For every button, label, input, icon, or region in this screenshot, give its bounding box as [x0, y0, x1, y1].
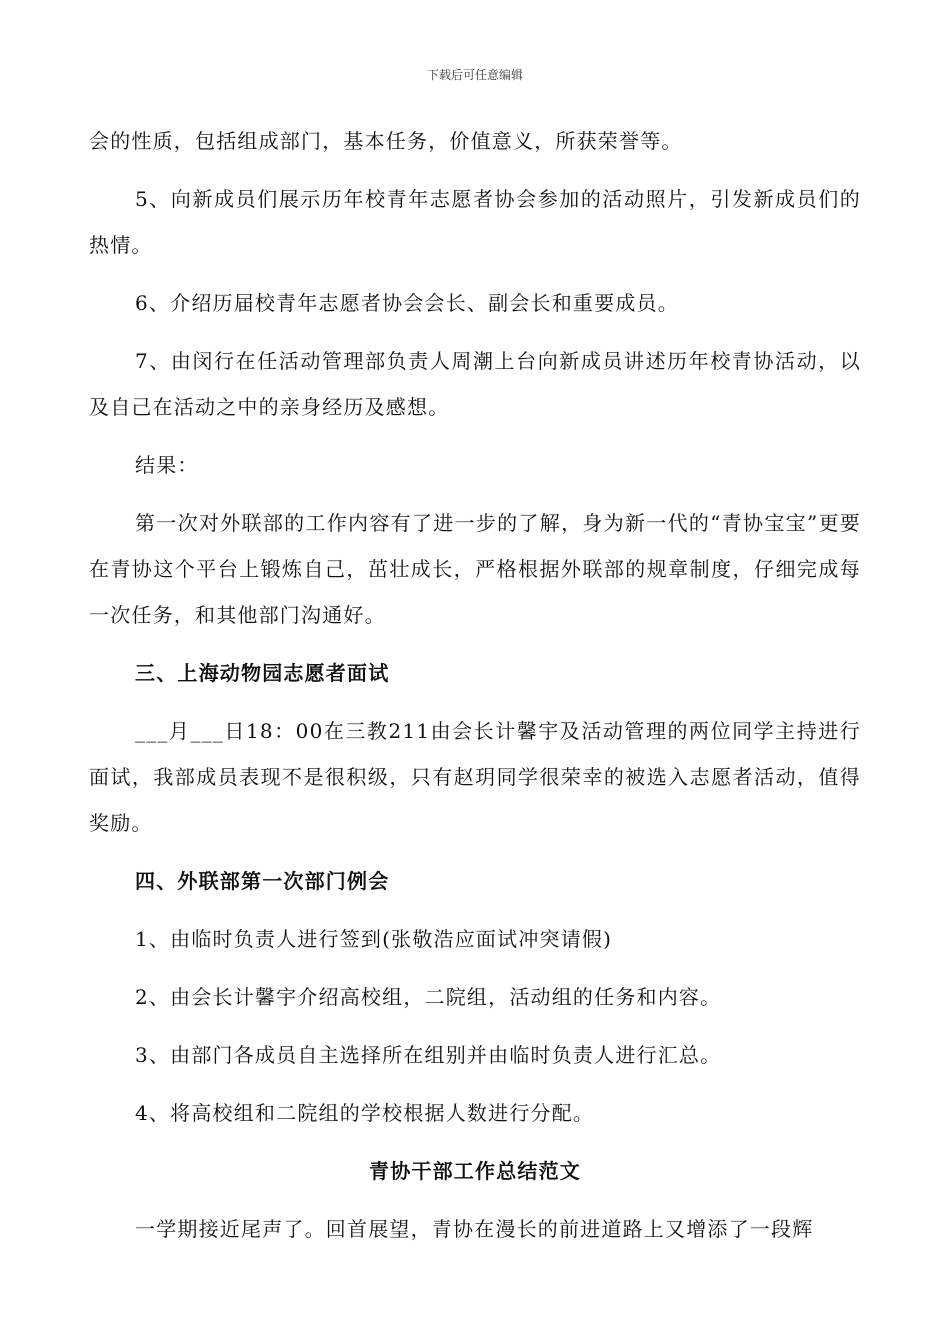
paragraph-meeting-item-1: 1、由临时负责人进行签到(张敬浩应面试冲突请假)	[135, 927, 613, 951]
document-body	[89, 118, 861, 1252]
paragraph-1: 会的性质，包括组成部门，基本任务，价值意义，所获荣誉等。	[89, 129, 683, 153]
paragraph-item-7: 7、由闵行在任活动管理部负责人周潮上台向新成员讲述历年校青协活动，以及自己在活动之中的亲身经历及感想。	[89, 349, 861, 419]
section-heading-4: 四、外联部第一次部门例会	[135, 869, 390, 893]
paragraph-result-text: 第一次对外联部的工作内容有了进一步的了解，身为新一代的“青协宝宝”更要在青协这个平台上锻炼自己，茁壮成长，严格根据外联部的规章制度，仔细完成每一次任务，和其他部门沟通好。	[89, 511, 861, 627]
paragraph-item-6: 6、介绍历届校青年志愿者协会会长、副会长和重要成员。	[135, 291, 679, 315]
paragraph-interview: ___月___日18：00在三教211由会长计馨宇及活动管理的两位同学主持进行面试，我部成员表现不是很积级，只有赵玥同学很荣幸的被选入志愿者活动，值得奖励。	[89, 719, 861, 835]
document-title: 青协干部工作总结范文	[369, 1159, 581, 1183]
page-header-note: 下载后可任意编辑	[426, 68, 523, 82]
paragraph-result-label: 结果：	[135, 453, 199, 477]
paragraph-summary-intro: 一学期接近尾声了。回首展望，青协在漫长的前进道路上又增添了一段辉	[135, 1217, 814, 1241]
section-heading-3: 三、上海动物园志愿者面试	[135, 661, 390, 685]
paragraph-meeting-item-3: 3、由部门各成员自主选择所在组别并由临时负责人进行汇总。	[135, 1043, 722, 1067]
paragraph-meeting-item-2: 2、由会长计馨宇介绍高校组，二院组，活动组的任务和内容。	[135, 985, 722, 1009]
paragraph-item-5: 5、向新成员们展示历年校青年志愿者协会参加的活动照片，引发新成员们的热情。	[89, 187, 861, 257]
paragraph-meeting-item-4: 4、将高校组和二院组的学校根据人数进行分配。	[135, 1101, 595, 1125]
